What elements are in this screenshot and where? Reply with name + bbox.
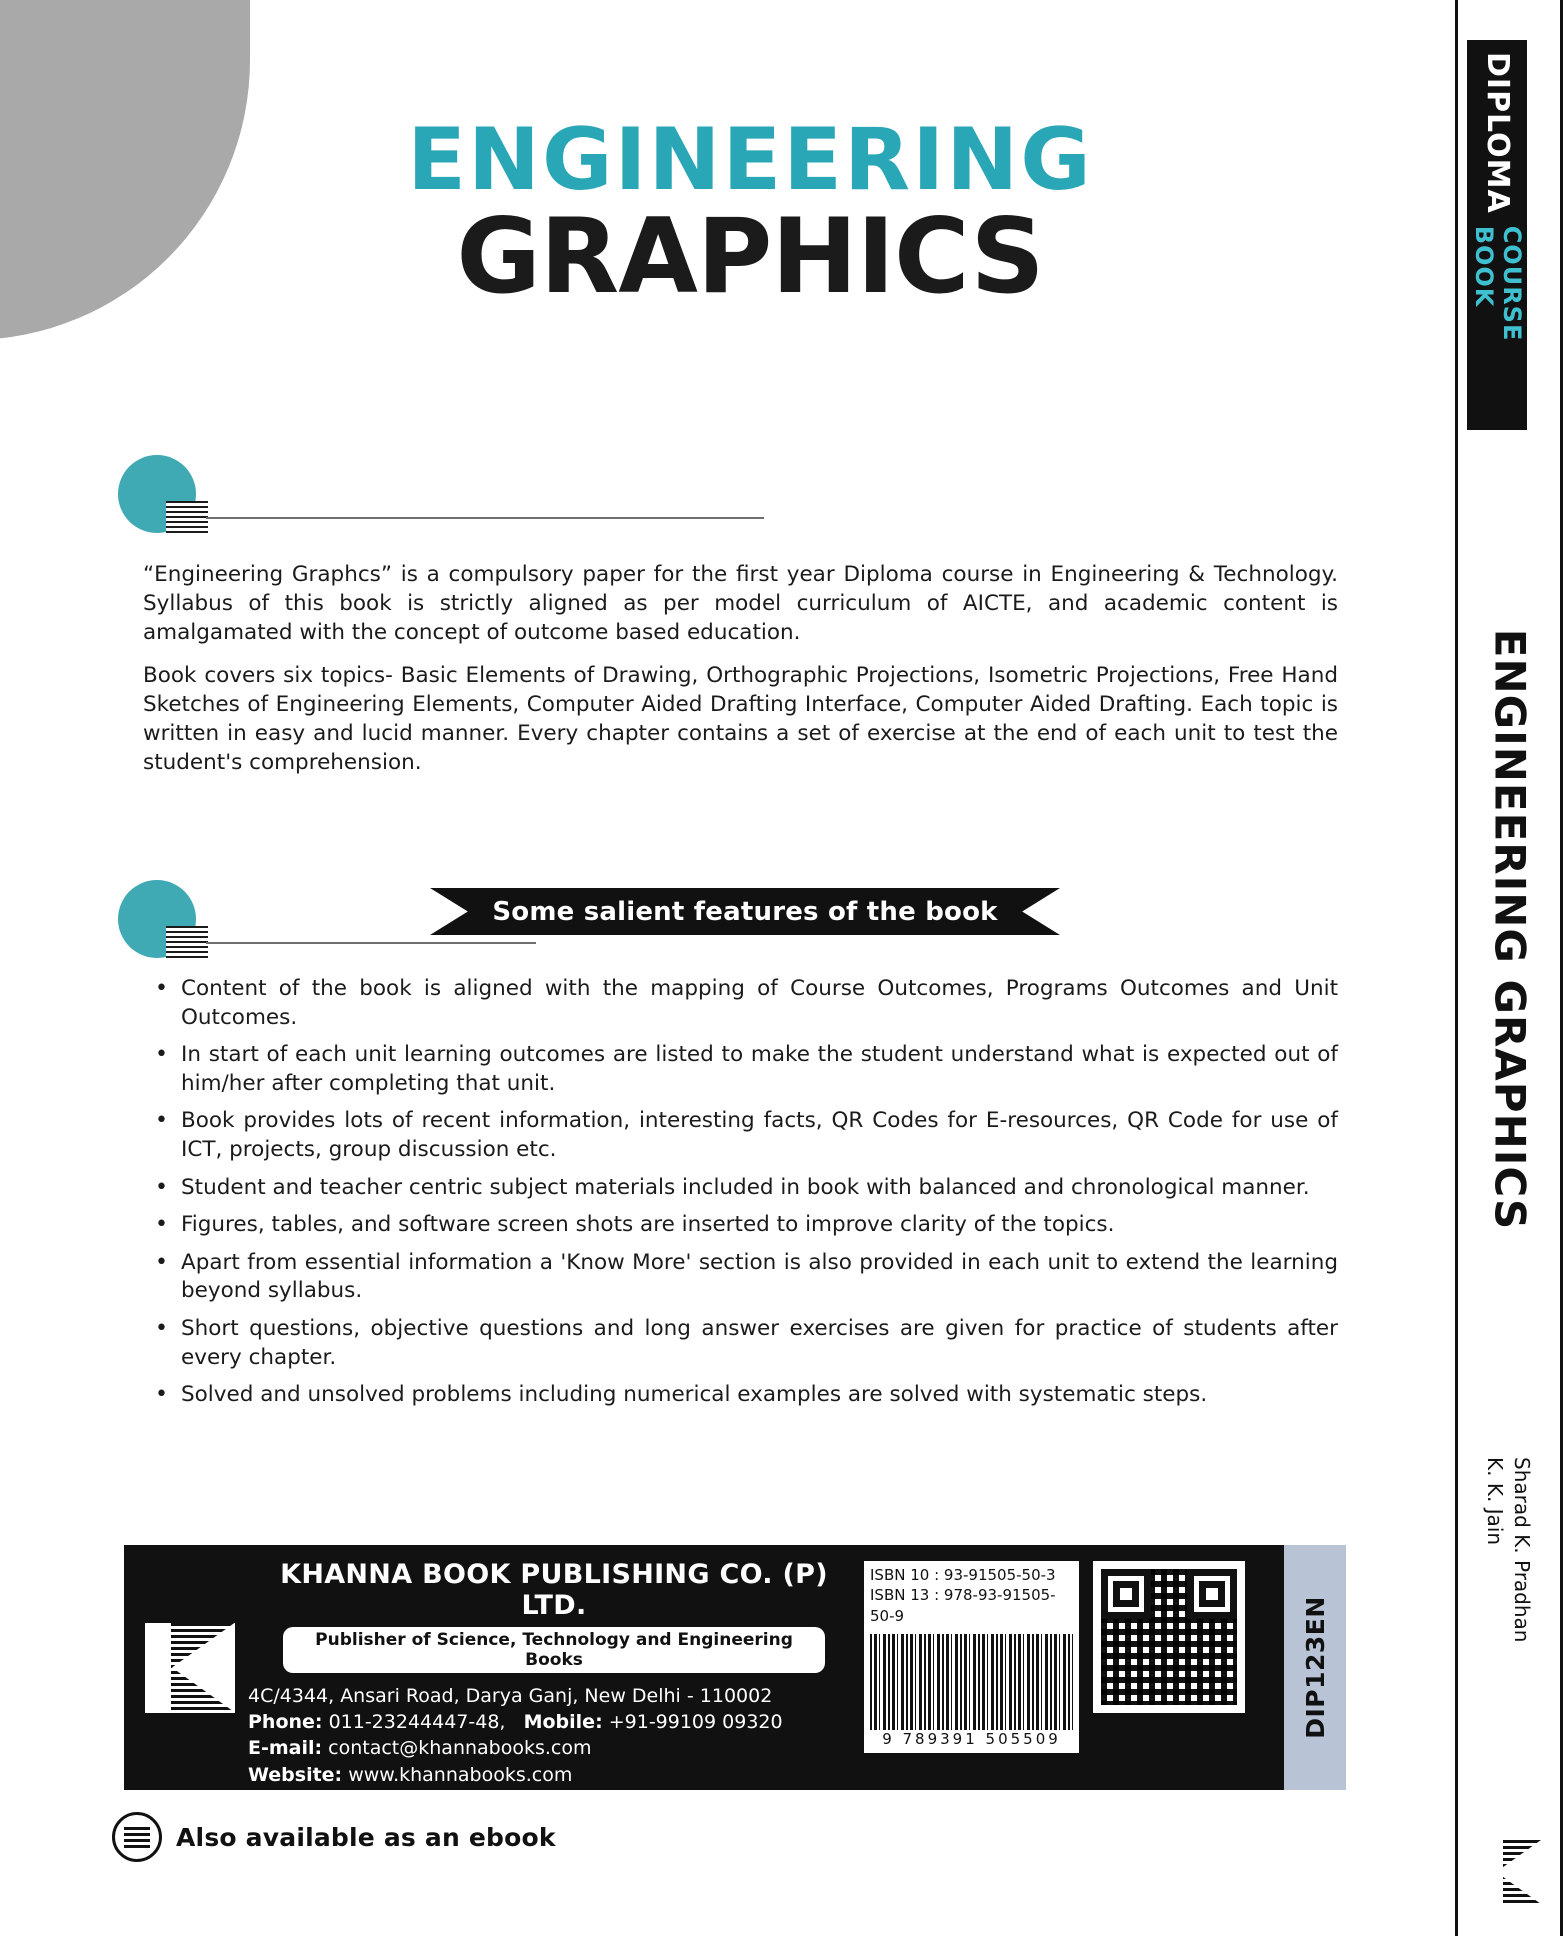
barcode-wrapper	[864, 1628, 1079, 1753]
hatch-lines-icon	[166, 926, 208, 960]
spine-authors	[1481, 1457, 1535, 1707]
qr-code-wrapper	[1093, 1561, 1245, 1713]
mobile-value: +91-99109 09320	[608, 1711, 783, 1734]
book-title-line2: GRAPHICS	[456, 196, 1044, 317]
list-item: • Apart from essential information a 'Know More' section is also provided in each unit to extend the learning beyond syllabus.	[143, 1249, 1338, 1306]
horizontal-rule	[206, 517, 764, 519]
publisher-website-row	[248, 1762, 860, 1788]
mobile-label: Mobile:	[523, 1711, 603, 1734]
email-label: E-mail:	[248, 1737, 323, 1760]
spine-title: ENGINEERING GRAPHICS	[1485, 628, 1535, 1231]
ebook-availability	[112, 1812, 556, 1862]
website-label: Website:	[248, 1763, 343, 1786]
corner-decoration	[0, 0, 250, 340]
hatch-lines-icon	[166, 501, 208, 535]
list-item: • Solved and unsolved problems including numerical examples are solved with systematic steps.	[143, 1381, 1338, 1410]
spine-author-2: K. K. Jain	[1483, 1457, 1507, 1546]
description-paragraph-1: “Engineering Graphcs” is a compulsory paper for the first year Diploma course in Engineering & Technology. Syllabus of this book is strictly aligned as per model curriculum of AICTE, and academic content is amalgamated with the concept of outcome based education.	[143, 562, 1338, 646]
logo-bar	[1477, 1840, 1503, 1904]
spine-publisher-logo	[1477, 1840, 1541, 1904]
features-banner-label: Some salient features of the book	[492, 896, 998, 927]
isbn-barcode-group	[864, 1561, 1079, 1780]
spine-course-badge-text	[1469, 42, 1527, 432]
khanna-k-logo-icon	[145, 1623, 235, 1713]
barcode-icon	[870, 1634, 1073, 1730]
description-paragraph-2: Book covers six topics- Basic Elements of Drawing, Orthographic Projections, Isometric Projections, Free Hand Sketches of Engineering Elements, Computer Aided Drafting Interface, Computer Aided Drafting. Each topic is written in easy and lucid manner. Every chapter contains a set of exercise at the end of each unit to test the student's comprehension.	[143, 663, 1338, 776]
publisher-block	[124, 1545, 1346, 1790]
spine-diploma-label: DIPLOMA	[1480, 52, 1516, 214]
list-item: • Short questions, objective questions and long answer exercises are given for practice of students after every chapter.	[143, 1315, 1338, 1372]
publisher-tagline: Publisher of Science, Technology and Engineering Books	[283, 1627, 825, 1673]
publisher-phone-row	[248, 1709, 860, 1735]
list-item: • Figures, tables, and software screen shots are inserted to improve clarity of the topics.	[143, 1211, 1338, 1240]
isbn13: ISBN 13 : 978-93-91505-50-9	[870, 1586, 1056, 1625]
list-item: • Content of the book is aligned with the mapping of Course Outcomes, Programs Outcomes and Unit Outcomes.	[143, 975, 1338, 1032]
dip-code-strip	[1284, 1545, 1346, 1790]
codes-block	[864, 1545, 1284, 1790]
publisher-email-row	[248, 1735, 860, 1761]
list-item: • In start of each unit learning outcomes are listed to make the student understand what is expected out of him/her after completing that unit.	[143, 1041, 1338, 1098]
features-list	[143, 975, 1338, 1419]
phone-value: 011-23244447-48,	[328, 1711, 506, 1734]
website-value[interactable]: www.khannabooks.com	[348, 1763, 573, 1786]
ebook-label: Also available as an ebook	[176, 1822, 556, 1852]
features-decoration	[118, 880, 478, 960]
features-banner	[430, 888, 1060, 935]
phone-label: Phone:	[248, 1711, 323, 1734]
publisher-logo	[124, 1545, 242, 1790]
horizontal-rule	[206, 942, 536, 944]
logo-bar	[145, 1623, 171, 1713]
list-item: • Student and teacher centric subject materials included in book with balanced and chronological manner.	[143, 1174, 1338, 1203]
book-spine	[1455, 0, 1563, 1936]
isbn-text-box	[864, 1561, 1079, 1628]
spine-author-1: Sharad K. Pradhan	[1510, 1457, 1534, 1643]
spine-course-badge	[1467, 40, 1527, 430]
publisher-address: 4C/4344, Ansari Road, Darya Ganj, New Delhi - 110002	[248, 1685, 773, 1707]
dip-code: DIP123EN	[1300, 1596, 1330, 1739]
khanna-k-logo-icon	[1477, 1840, 1541, 1904]
book-title-line1: ENGINEERING	[407, 110, 1093, 210]
publisher-info	[242, 1545, 864, 1790]
spine-course-book-label: COURSE BOOK	[1470, 225, 1526, 342]
spine-left-rule	[1455, 0, 1458, 1936]
qr-code-icon[interactable]	[1101, 1569, 1237, 1705]
email-value[interactable]: contact@khannabooks.com	[328, 1737, 592, 1760]
ebook-icon-lines	[124, 1827, 150, 1849]
description-decoration	[118, 455, 658, 535]
book-description	[143, 560, 1338, 791]
isbn10: ISBN 10 : 93-91505-50-3	[870, 1566, 1056, 1584]
list-item: • Book provides lots of recent information, interesting facts, QR Codes for E-resources, QR Code for use of ICT, projects, group discussion etc.	[143, 1107, 1338, 1164]
book-title-block	[340, 110, 1160, 317]
publisher-name: KHANNA BOOK PUBLISHING CO. (P) LTD.	[280, 1559, 828, 1621]
ebook-icon	[112, 1812, 162, 1862]
barcode-digits: 9 789391 505509	[882, 1729, 1061, 1748]
